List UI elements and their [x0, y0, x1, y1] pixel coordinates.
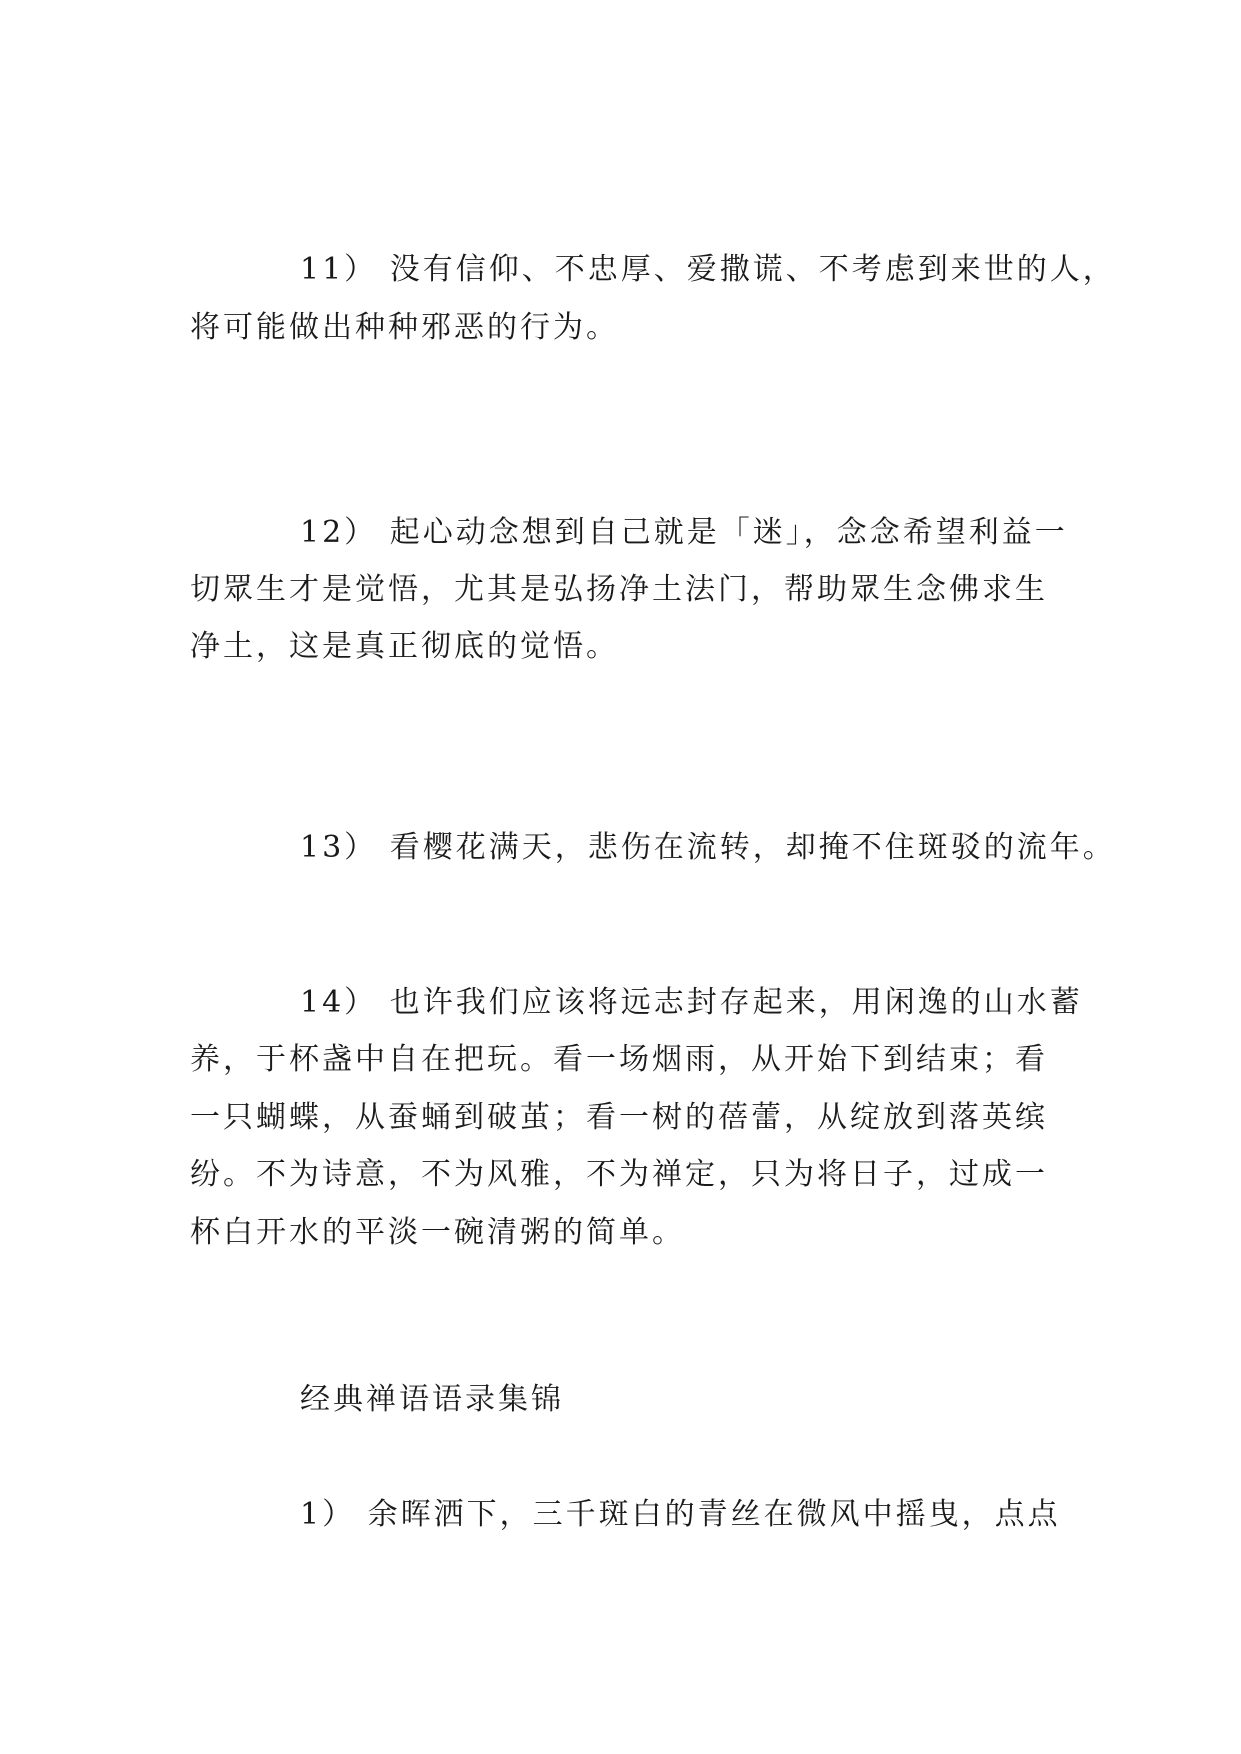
paragraph-14-line-1: 14） 也许我们应该将远志封存起来，用闲逸的山水蓄	[300, 985, 1083, 1020]
paragraph-14-line-3: 一只蝴蝶，从蚕蛹到破茧；看一树的蓓蕾，从绽放到落英缤	[190, 1100, 1048, 1135]
paragraph-11-line-1: 11） 没有信仰、不忠厚、爱撒谎、不考虑到来世的人，	[300, 252, 1116, 287]
paragraph-14-line-5: 杯白开水的平淡一碗清粥的简单。	[190, 1215, 685, 1250]
paragraph-12-line-1: 12） 起心动念想到自己就是「迷」，念念希望利益一	[300, 515, 1068, 550]
paragraph-14-line-4: 纷。不为诗意，不为风雅，不为禅定，只为将日子，过成一	[190, 1157, 1048, 1192]
paragraph-13-line-1: 13） 看樱花满天，悲伤在流转，却掩不住斑驳的流年。	[300, 830, 1116, 865]
paragraph-1-line-1: 1） 余晖洒下，三千斑白的青丝在微风中摇曳，点点	[300, 1497, 1061, 1532]
paragraph-11-line-2: 将可能做出种种邪恶的行为。	[190, 310, 619, 345]
paragraph-14-line-2: 养，于杯盏中自在把玩。看一场烟雨，从开始下到结束；看	[190, 1042, 1048, 1077]
section-heading: 经典禅语语录集锦	[300, 1382, 564, 1417]
paragraph-12-line-2: 切眾生才是觉悟，尤其是弘扬净土法门，帮助眾生念佛求生	[190, 572, 1048, 607]
paragraph-12-line-3: 净土，这是真正彻底的觉悟。	[190, 629, 619, 664]
